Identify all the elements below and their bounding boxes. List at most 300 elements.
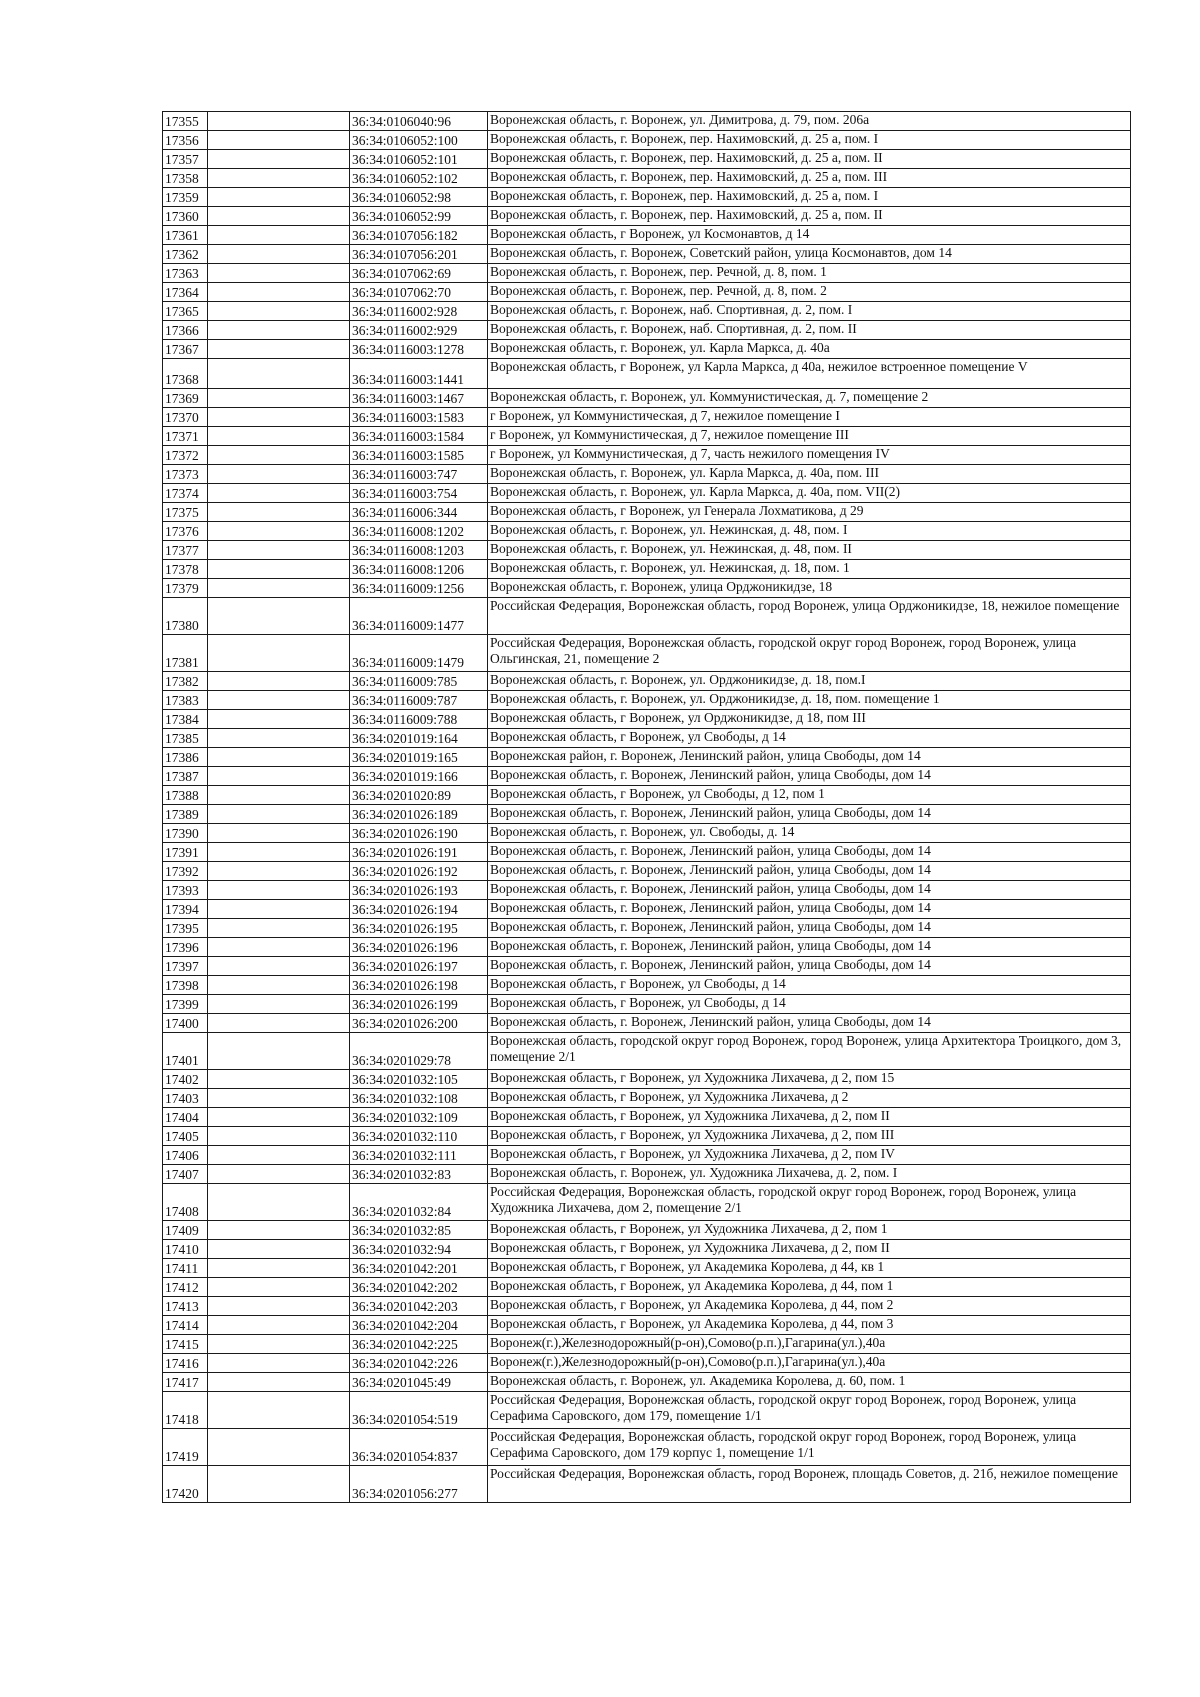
row-number-cell: 17415 <box>163 1335 208 1354</box>
blank-cell <box>208 938 350 957</box>
row-number-cell: 17378 <box>163 560 208 579</box>
table-row <box>163 729 1131 748</box>
table-row <box>163 1240 1131 1259</box>
address-cell: Воронежская район, г. Воронеж, Ленинский район, улица Свободы, дом 14 <box>488 748 1131 767</box>
row-number-cell: 17356 <box>163 131 208 150</box>
cadastral-number-cell: 36:34:0116003:747 <box>350 465 488 484</box>
table-row <box>163 408 1131 427</box>
blank-cell <box>208 729 350 748</box>
blank-cell <box>208 150 350 169</box>
row-number-cell: 17355 <box>163 112 208 131</box>
cadastral-number-cell: 36:34:0201032:84 <box>350 1184 488 1221</box>
table-row <box>163 805 1131 824</box>
address-cell: Воронежская область, г Воронеж, ул Художника Лихачева, д 2, пом II <box>488 1108 1131 1127</box>
blank-cell <box>208 1297 350 1316</box>
blank-cell <box>208 995 350 1014</box>
address-cell: Воронежская область, г Воронеж, ул Художника Лихачева, д 2, пом 1 <box>488 1221 1131 1240</box>
address-cell: Воронежская область, г. Воронеж, ул. Карла Маркса, д. 40а, пом. III <box>488 465 1131 484</box>
blank-cell <box>208 427 350 446</box>
row-number-cell: 17373 <box>163 465 208 484</box>
property-registry-table <box>162 111 1131 1503</box>
blank-cell <box>208 302 350 321</box>
table-row <box>163 957 1131 976</box>
blank-cell <box>208 484 350 503</box>
address-cell: Воронежская область, г. Воронеж, Ленинский район, улица Свободы, дом 14 <box>488 805 1131 824</box>
cadastral-number-cell: 36:34:0116009:1477 <box>350 598 488 635</box>
address-cell: г Воронеж, ул Коммунистическая, д 7, нежилое помещение I <box>488 408 1131 427</box>
table-row <box>163 748 1131 767</box>
row-number-cell: 17406 <box>163 1146 208 1165</box>
table-row <box>163 1165 1131 1184</box>
address-cell: Воронежская область, г. Воронеж, ул. Карла Маркса, д. 40а <box>488 340 1131 359</box>
blank-cell <box>208 131 350 150</box>
address-cell: Воронежская область, г Воронеж, ул Художника Лихачева, д 2, пом III <box>488 1127 1131 1146</box>
table-row <box>163 919 1131 938</box>
address-cell: Воронежская область, г. Воронеж, Ленинский район, улица Свободы, дом 14 <box>488 881 1131 900</box>
blank-cell <box>208 598 350 635</box>
blank-cell <box>208 560 350 579</box>
row-number-cell: 17368 <box>163 359 208 389</box>
row-number-cell: 17396 <box>163 938 208 957</box>
cadastral-number-cell: 36:34:0107062:70 <box>350 283 488 302</box>
row-number-cell: 17391 <box>163 843 208 862</box>
address-cell: Воронеж(г.),Железнодорожный(р-он),Сомово(р.п.),Гагарина(ул.),40а <box>488 1335 1131 1354</box>
row-number-cell: 17380 <box>163 598 208 635</box>
row-number-cell: 17413 <box>163 1297 208 1316</box>
table-row <box>163 1297 1131 1316</box>
row-number-cell: 17369 <box>163 389 208 408</box>
row-number-cell: 17404 <box>163 1108 208 1127</box>
blank-cell <box>208 1335 350 1354</box>
blank-cell <box>208 1354 350 1373</box>
cadastral-number-cell: 36:34:0116003:754 <box>350 484 488 503</box>
cadastral-number-cell: 36:34:0201056:277 <box>350 1466 488 1503</box>
cadastral-number-cell: 36:34:0116009:1479 <box>350 635 488 672</box>
row-number-cell: 17408 <box>163 1184 208 1221</box>
address-cell: Воронеж(г.),Железнодорожный(р-он),Сомово(р.п.),Гагарина(ул.),40а <box>488 1354 1131 1373</box>
blank-cell <box>208 1033 350 1070</box>
row-number-cell: 17394 <box>163 900 208 919</box>
blank-cell <box>208 408 350 427</box>
row-number-cell: 17400 <box>163 1014 208 1033</box>
blank-cell <box>208 767 350 786</box>
cadastral-number-cell: 36:34:0116008:1203 <box>350 541 488 560</box>
blank-cell <box>208 579 350 598</box>
blank-cell <box>208 1014 350 1033</box>
row-number-cell: 17377 <box>163 541 208 560</box>
row-number-cell: 17357 <box>163 150 208 169</box>
blank-cell <box>208 245 350 264</box>
blank-cell <box>208 748 350 767</box>
row-number-cell: 17371 <box>163 427 208 446</box>
address-cell: Воронежская область, г. Воронеж, пер. Речной, д. 8, пом. 2 <box>488 283 1131 302</box>
table-row <box>163 862 1131 881</box>
address-cell: Воронежская область, г. Воронеж, ул. Орджоникидзе, д. 18, пом. помещение 1 <box>488 691 1131 710</box>
blank-cell <box>208 672 350 691</box>
table-row <box>163 188 1131 207</box>
address-cell: Воронежская область, г. Воронеж, ул. Орджоникидзе, д. 18, пом.I <box>488 672 1131 691</box>
table-row <box>163 1429 1131 1466</box>
cadastral-number-cell: 36:34:0116003:1278 <box>350 340 488 359</box>
address-cell: Воронежская область, г. Воронеж, пер. Нахимовский, д. 25 а, пом. II <box>488 207 1131 226</box>
cadastral-number-cell: 36:34:0201032:94 <box>350 1240 488 1259</box>
blank-cell <box>208 541 350 560</box>
blank-cell <box>208 522 350 541</box>
table-row <box>163 245 1131 264</box>
blank-cell <box>208 1221 350 1240</box>
row-number-cell: 17416 <box>163 1354 208 1373</box>
table-row <box>163 824 1131 843</box>
cadastral-number-cell: 36:34:0201032:108 <box>350 1089 488 1108</box>
blank-cell <box>208 1466 350 1503</box>
cadastral-number-cell: 36:34:0201029:78 <box>350 1033 488 1070</box>
table-row <box>163 560 1131 579</box>
cadastral-number-cell: 36:34:0201045:49 <box>350 1373 488 1392</box>
blank-cell <box>208 824 350 843</box>
blank-cell <box>208 1146 350 1165</box>
table-row <box>163 359 1131 389</box>
blank-cell <box>208 976 350 995</box>
cadastral-number-cell: 36:34:0201032:109 <box>350 1108 488 1127</box>
row-number-cell: 17367 <box>163 340 208 359</box>
table-row <box>163 1014 1131 1033</box>
address-cell: г Воронеж, ул Коммунистическая, д 7, нежилое помещение III <box>488 427 1131 446</box>
row-number-cell: 17398 <box>163 976 208 995</box>
address-cell: Воронежская область, г. Воронеж, ул. Нежинская, д. 18, пом. 1 <box>488 560 1131 579</box>
registry-body <box>163 112 1131 1503</box>
table-row <box>163 767 1131 786</box>
address-cell: Воронежская область, г. Воронеж, улица Орджоникидзе, 18 <box>488 579 1131 598</box>
blank-cell <box>208 1108 350 1127</box>
table-row <box>163 1466 1131 1503</box>
address-cell: Российская Федерация, Воронежская область, город Воронеж, площадь Советов, д. 21б, нежилое помещение <box>488 1466 1131 1503</box>
table-row <box>163 976 1131 995</box>
row-number-cell: 17375 <box>163 503 208 522</box>
cadastral-number-cell: 36:34:0107056:201 <box>350 245 488 264</box>
row-number-cell: 17366 <box>163 321 208 340</box>
cadastral-number-cell: 36:34:0201026:194 <box>350 900 488 919</box>
row-number-cell: 17379 <box>163 579 208 598</box>
blank-cell <box>208 843 350 862</box>
row-number-cell: 17395 <box>163 919 208 938</box>
cadastral-number-cell: 36:34:0116002:929 <box>350 321 488 340</box>
cadastral-number-cell: 36:34:0116009:788 <box>350 710 488 729</box>
cadastral-number-cell: 36:34:0116003:1583 <box>350 408 488 427</box>
table-row <box>163 1335 1131 1354</box>
address-cell: Воронежская область, городской округ город Воронеж, город Воронеж, улица Архитектора Троицкого, дом 3, помещение 2/1 <box>488 1033 1131 1070</box>
cadastral-number-cell: 36:34:0106052:101 <box>350 150 488 169</box>
address-cell: Воронежская область, г Воронеж, ул Художника Лихачева, д 2 <box>488 1089 1131 1108</box>
address-cell: Воронежская область, г. Воронеж, ул. Димитрова, д. 79, пом. 206а <box>488 112 1131 131</box>
address-cell: Воронежская область, г Воронеж, ул Свободы, д 14 <box>488 976 1131 995</box>
address-cell: Воронежская область, г. Воронеж, ул. Коммунистическая, д. 7, помещение 2 <box>488 389 1131 408</box>
address-cell: Российская Федерация, Воронежская область, городской округ город Воронеж, город Воронеж, улица Серафима Саровского, дом 179 корпус 1, помещение 1/1 <box>488 1429 1131 1466</box>
row-number-cell: 17361 <box>163 226 208 245</box>
blank-cell <box>208 1259 350 1278</box>
cadastral-number-cell: 36:34:0201020:89 <box>350 786 488 805</box>
address-cell: Воронежская область, г. Воронеж, Ленинский район, улица Свободы, дом 14 <box>488 957 1131 976</box>
cadastral-number-cell: 36:34:0201032:85 <box>350 1221 488 1240</box>
cadastral-number-cell: 36:34:0116008:1206 <box>350 560 488 579</box>
cadastral-number-cell: 36:34:0201019:166 <box>350 767 488 786</box>
row-number-cell: 17419 <box>163 1429 208 1466</box>
table-row <box>163 541 1131 560</box>
address-cell: Воронежская область, г. Воронеж, ул. Свободы, д. 14 <box>488 824 1131 843</box>
cadastral-number-cell: 36:34:0201032:105 <box>350 1070 488 1089</box>
blank-cell <box>208 1278 350 1297</box>
table-row <box>163 1221 1131 1240</box>
row-number-cell: 17392 <box>163 862 208 881</box>
address-cell: Воронежская область, г. Воронеж, Ленинский район, улица Свободы, дом 14 <box>488 919 1131 938</box>
table-row <box>163 635 1131 672</box>
address-cell: Воронежская область, г. Воронеж, пер. Нахимовский, д. 25 а, пом. II <box>488 150 1131 169</box>
address-cell: Воронежская область, г Воронеж, ул Академика Королева, д 44, пом 3 <box>488 1316 1131 1335</box>
row-number-cell: 17363 <box>163 264 208 283</box>
table-row <box>163 427 1131 446</box>
cadastral-number-cell: 36:34:0116003:1441 <box>350 359 488 389</box>
table-row <box>163 1278 1131 1297</box>
table-row <box>163 522 1131 541</box>
row-number-cell: 17389 <box>163 805 208 824</box>
row-number-cell: 17385 <box>163 729 208 748</box>
cadastral-number-cell: 36:34:0201042:203 <box>350 1297 488 1316</box>
cadastral-number-cell: 36:34:0201026:199 <box>350 995 488 1014</box>
row-number-cell: 17403 <box>163 1089 208 1108</box>
cadastral-number-cell: 36:34:0116009:785 <box>350 672 488 691</box>
row-number-cell: 17409 <box>163 1221 208 1240</box>
blank-cell <box>208 359 350 389</box>
address-cell: Воронежская область, г. Воронеж, Ленинский район, улица Свободы, дом 14 <box>488 938 1131 957</box>
table-row <box>163 283 1131 302</box>
table-row <box>163 169 1131 188</box>
blank-cell <box>208 169 350 188</box>
table-row <box>163 321 1131 340</box>
table-row <box>163 1089 1131 1108</box>
blank-cell <box>208 862 350 881</box>
blank-cell <box>208 691 350 710</box>
cadastral-number-cell: 36:34:0201019:165 <box>350 748 488 767</box>
address-cell: Воронежская область, г. Воронеж, Ленинский район, улица Свободы, дом 14 <box>488 843 1131 862</box>
blank-cell <box>208 321 350 340</box>
row-number-cell: 17412 <box>163 1278 208 1297</box>
cadastral-number-cell: 36:34:0201019:164 <box>350 729 488 748</box>
cadastral-number-cell: 36:34:0116003:1467 <box>350 389 488 408</box>
blank-cell <box>208 710 350 729</box>
table-row <box>163 389 1131 408</box>
row-number-cell: 17362 <box>163 245 208 264</box>
row-number-cell: 17393 <box>163 881 208 900</box>
table-row <box>163 995 1131 1014</box>
table-row <box>163 131 1131 150</box>
address-cell: Воронежская область, г. Воронеж, Ленинский район, улица Свободы, дом 14 <box>488 767 1131 786</box>
table-row <box>163 938 1131 957</box>
blank-cell <box>208 635 350 672</box>
blank-cell <box>208 446 350 465</box>
blank-cell <box>208 881 350 900</box>
row-number-cell: 17411 <box>163 1259 208 1278</box>
table-row <box>163 1373 1131 1392</box>
table-row <box>163 484 1131 503</box>
row-number-cell: 17372 <box>163 446 208 465</box>
blank-cell <box>208 283 350 302</box>
table-row <box>163 465 1131 484</box>
cadastral-number-cell: 36:34:0201042:202 <box>350 1278 488 1297</box>
address-cell: Воронежская область, г. Воронеж, Советский район, улица Космонавтов, дом 14 <box>488 245 1131 264</box>
cadastral-number-cell: 36:34:0116003:1585 <box>350 446 488 465</box>
table-row <box>163 1184 1131 1221</box>
cadastral-number-cell: 36:34:0201026:198 <box>350 976 488 995</box>
address-cell: Воронежская область, г. Воронеж, ул. Академика Королева, д. 60, пом. 1 <box>488 1373 1131 1392</box>
table-row <box>163 1259 1131 1278</box>
address-cell: Воронежская область, г. Воронеж, ул. Нежинская, д. 48, пом. I <box>488 522 1131 541</box>
table-row <box>163 691 1131 710</box>
table-row <box>163 150 1131 169</box>
row-number-cell: 17397 <box>163 957 208 976</box>
cadastral-number-cell: 36:34:0201026:191 <box>350 843 488 862</box>
blank-cell <box>208 1070 350 1089</box>
cadastral-number-cell: 36:34:0201026:196 <box>350 938 488 957</box>
blank-cell <box>208 188 350 207</box>
address-cell: Воронежская область, г Воронеж, ул Карла Маркса, д 40а, нежилое встроенное помещение V <box>488 359 1131 389</box>
cadastral-number-cell: 36:34:0106052:99 <box>350 207 488 226</box>
address-cell: Воронежская область, г Воронеж, ул Академика Королева, д 44, кв 1 <box>488 1259 1131 1278</box>
blank-cell <box>208 805 350 824</box>
address-cell: Воронежская область, г Воронеж, ул Художника Лихачева, д 2, пом IV <box>488 1146 1131 1165</box>
cadastral-number-cell: 36:34:0201032:110 <box>350 1127 488 1146</box>
address-cell: Воронежская область, г Воронеж, ул Художника Лихачева, д 2, пом 15 <box>488 1070 1131 1089</box>
address-cell: Воронежская область, г. Воронеж, пер. Нахимовский, д. 25 а, пом. I <box>488 131 1131 150</box>
address-cell: Воронежская область, г. Воронеж, Ленинский район, улица Свободы, дом 14 <box>488 862 1131 881</box>
row-number-cell: 17383 <box>163 691 208 710</box>
table-row <box>163 264 1131 283</box>
table-row <box>163 1033 1131 1070</box>
table-row <box>163 112 1131 131</box>
cadastral-number-cell: 36:34:0116002:928 <box>350 302 488 321</box>
cadastral-number-cell: 36:34:0201026:192 <box>350 862 488 881</box>
row-number-cell: 17388 <box>163 786 208 805</box>
address-cell: Воронежская область, г. Воронеж, Ленинский район, улица Свободы, дом 14 <box>488 1014 1131 1033</box>
table-row <box>163 226 1131 245</box>
blank-cell <box>208 1392 350 1429</box>
table-row <box>163 1108 1131 1127</box>
cadastral-number-cell: 36:34:0201042:226 <box>350 1354 488 1373</box>
row-number-cell: 17390 <box>163 824 208 843</box>
cadastral-number-cell: 36:34:0201026:200 <box>350 1014 488 1033</box>
blank-cell <box>208 389 350 408</box>
cadastral-number-cell: 36:34:0201032:111 <box>350 1146 488 1165</box>
address-cell: Воронежская область, г Воронеж, ул Свободы, д 14 <box>488 729 1131 748</box>
blank-cell <box>208 919 350 938</box>
row-number-cell: 17382 <box>163 672 208 691</box>
table-row <box>163 579 1131 598</box>
row-number-cell: 17360 <box>163 207 208 226</box>
row-number-cell: 17402 <box>163 1070 208 1089</box>
cadastral-number-cell: 36:34:0116008:1202 <box>350 522 488 541</box>
blank-cell <box>208 1316 350 1335</box>
row-number-cell: 17376 <box>163 522 208 541</box>
blank-cell <box>208 900 350 919</box>
address-cell: Воронежская область, г Воронеж, ул Академика Королева, д 44, пом 1 <box>488 1278 1131 1297</box>
cadastral-number-cell: 36:34:0116009:787 <box>350 691 488 710</box>
address-cell: г Воронеж, ул Коммунистическая, д 7, часть нежилого помещения IV <box>488 446 1131 465</box>
address-cell: Воронежская область, г. Воронеж, пер. Речной, д. 8, пом. 1 <box>488 264 1131 283</box>
cadastral-number-cell: 36:34:0201026:197 <box>350 957 488 976</box>
table-row <box>163 1392 1131 1429</box>
blank-cell <box>208 112 350 131</box>
row-number-cell: 17381 <box>163 635 208 672</box>
cadastral-number-cell: 36:34:0116006:344 <box>350 503 488 522</box>
address-cell: Воронежская область, г. Воронеж, ул. Художника Лихачева, д. 2, пом. I <box>488 1165 1131 1184</box>
table-row <box>163 1354 1131 1373</box>
table-row <box>163 672 1131 691</box>
address-cell: Воронежская область, г Воронеж, ул Космонавтов, д 14 <box>488 226 1131 245</box>
table-row <box>163 1070 1131 1089</box>
blank-cell <box>208 207 350 226</box>
cadastral-number-cell: 36:34:0106052:100 <box>350 131 488 150</box>
address-cell: Воронежская область, г. Воронеж, ул. Карла Маркса, д. 40а, пом. VII(2) <box>488 484 1131 503</box>
cadastral-number-cell: 36:34:0201042:225 <box>350 1335 488 1354</box>
cadastral-number-cell: 36:34:0201054:837 <box>350 1429 488 1466</box>
cadastral-number-cell: 36:34:0201026:195 <box>350 919 488 938</box>
cadastral-number-cell: 36:34:0201032:83 <box>350 1165 488 1184</box>
blank-cell <box>208 1429 350 1466</box>
cadastral-number-cell: 36:34:0106052:98 <box>350 188 488 207</box>
table-row <box>163 1127 1131 1146</box>
address-cell: Воронежская область, г. Воронеж, наб. Спортивная, д. 2, пом. I <box>488 302 1131 321</box>
row-number-cell: 17370 <box>163 408 208 427</box>
cadastral-number-cell: 36:34:0107056:182 <box>350 226 488 245</box>
address-cell: Воронежская область, г Воронеж, ул Свободы, д 12, пом 1 <box>488 786 1131 805</box>
row-number-cell: 17407 <box>163 1165 208 1184</box>
blank-cell <box>208 1184 350 1221</box>
address-cell: Воронежская область, г. Воронеж, наб. Спортивная, д. 2, пом. II <box>488 321 1131 340</box>
cadastral-number-cell: 36:34:0201026:190 <box>350 824 488 843</box>
row-number-cell: 17364 <box>163 283 208 302</box>
cadastral-number-cell: 36:34:0201042:201 <box>350 1259 488 1278</box>
table-row <box>163 881 1131 900</box>
address-cell: Воронежская область, г. Воронеж, Ленинский район, улица Свободы, дом 14 <box>488 900 1131 919</box>
table-row <box>163 710 1131 729</box>
address-cell: Воронежская область, г Воронеж, ул Академика Королева, д 44, пом 2 <box>488 1297 1131 1316</box>
blank-cell <box>208 957 350 976</box>
blank-cell <box>208 1240 350 1259</box>
address-cell: Воронежская область, г. Воронеж, пер. Нахимовский, д. 25 а, пом. III <box>488 169 1131 188</box>
table-row <box>163 503 1131 522</box>
address-cell: Российская Федерация, Воронежская область, городской округ город Воронеж, город Воронеж, улица Серафима Саровского, дом 179, помещение 1/1 <box>488 1392 1131 1429</box>
address-cell: Воронежская область, г Воронеж, ул Орджоникидзе, д 18, пом III <box>488 710 1131 729</box>
row-number-cell: 17387 <box>163 767 208 786</box>
table-row <box>163 786 1131 805</box>
blank-cell <box>208 264 350 283</box>
table-row <box>163 446 1131 465</box>
blank-cell <box>208 340 350 359</box>
table-row <box>163 598 1131 635</box>
cadastral-number-cell: 36:34:0106052:102 <box>350 169 488 188</box>
address-cell: Российская Федерация, Воронежская область, городской округ город Воронеж, город Воронеж, улица Ольгинская, 21, помещение 2 <box>488 635 1131 672</box>
blank-cell <box>208 1165 350 1184</box>
address-cell: Воронежская область, г Воронеж, ул Генерала Лохматикова, д 29 <box>488 503 1131 522</box>
row-number-cell: 17359 <box>163 188 208 207</box>
table-row <box>163 843 1131 862</box>
blank-cell <box>208 503 350 522</box>
blank-cell <box>208 1127 350 1146</box>
address-cell: Воронежская область, г Воронеж, ул Свободы, д 14 <box>488 995 1131 1014</box>
address-cell: Воронежская область, г. Воронеж, ул. Нежинская, д. 48, пом. II <box>488 541 1131 560</box>
blank-cell <box>208 786 350 805</box>
row-number-cell: 17414 <box>163 1316 208 1335</box>
row-number-cell: 17401 <box>163 1033 208 1070</box>
blank-cell <box>208 1373 350 1392</box>
